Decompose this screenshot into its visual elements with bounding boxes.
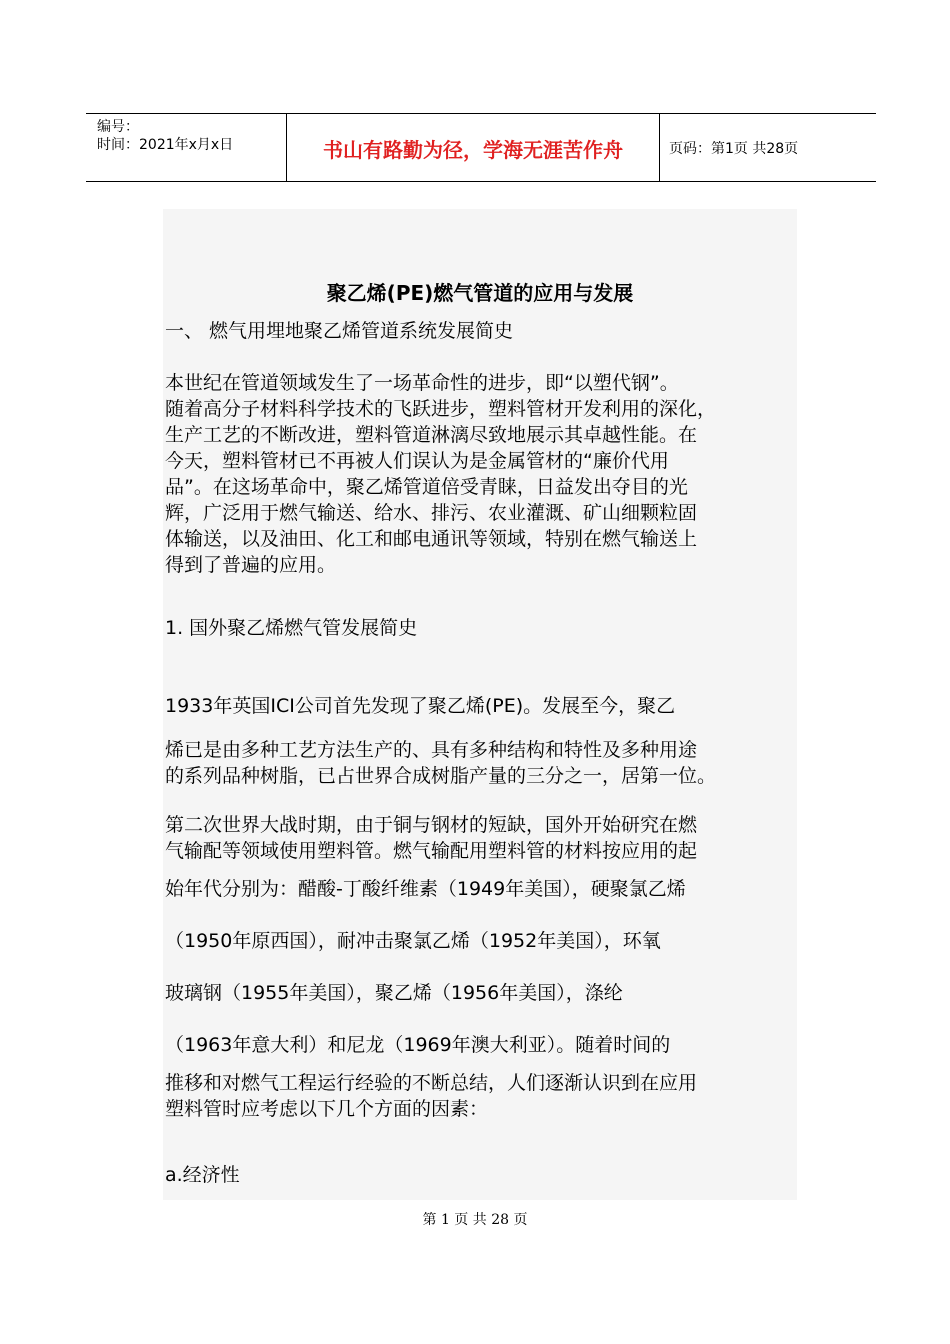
section-heading: 一、 燃气用埋地聚乙烯管道系统发展简史 [165,320,514,342]
paragraph-1-line: 得到了普遍的应用。 [165,554,337,576]
paragraph-1-line: 辉，广泛用于燃气输送、给水、排污、农业灌溉、矿山细颗粒固 [165,502,698,524]
paragraph-1-line: 品”。在这场革命中，聚乙烯管道倍受青睐，日益发出夺目的光 [165,476,688,498]
paragraph-3-line: 玻璃钢（1955年美国），聚乙烯（1956年美国），涤纶 [165,982,623,1004]
header-page-info: 页码：第1页 共28页 [669,141,799,157]
paragraph-1-line: 今天，塑料管材已不再被人们误认为是金属管材的“廉价代用 [165,450,669,472]
paragraph-3-line: （1963年意大利）和尼龙（1969年澳大利亚）。随着时间的 [165,1034,671,1056]
header-time-label: 时间：2021年x月x日 [97,137,234,153]
paragraph-3-line: 推移和对燃气工程运行经验的不断总结，人们逐渐认识到在应用 [165,1072,698,1094]
page-footer: 第 1 页 共 28 页 [422,1212,528,1228]
paragraph-1-line: 本世纪在管道领域发生了一场革命性的进步，即“以塑代钢”。 [165,372,679,394]
document-title: 聚乙烯(PE)燃气管道的应用与发展 [326,281,634,305]
paragraph-3-line: （1950年原西国），耐冲击聚氯乙烯（1952年美国），环氧 [165,930,661,952]
list-item-a: a.经济性 [165,1164,240,1186]
paragraph-3-line: 第二次世界大战时期，由于铜与钢材的短缺，国外开始研究在燃 [165,814,698,836]
paragraph-3-line: 塑料管时应考虑以下几个方面的因素： [165,1098,489,1120]
header-motto: 书山有路勤为径，学海无涯苦作舟 [323,138,623,162]
header-divider-right [659,113,660,182]
paragraph-1-line: 体输送，以及油田、化工和邮电通讯等领域，特别在燃气输送上 [165,528,698,550]
header-number-label: 编号： [97,119,139,135]
paragraph-2-line: 的系列品种树脂，已占世界合成树脂产量的三分之一，居第一位。 [165,765,717,787]
paragraph-1-line: 随着高分子材料科学技术的飞跃进步，塑料管材开发利用的深化， [165,398,717,420]
paragraph-2-line: 1933年英国ICI公司首先发现了聚乙烯(PE)。发展至今，聚乙 [165,695,676,717]
paragraph-1-line: 生产工艺的不断改进，塑料管道淋漓尽致地展示其卓越性能。在 [165,424,698,446]
header-bottom-rule [86,181,876,182]
paragraph-2-line: 烯已是由多种工艺方法生产的、具有多种结构和特性及多种用途 [165,739,698,761]
paragraph-3-line: 气输配等领域使用塑料管。燃气输配用塑料管的材料按应用的起 [165,840,698,862]
paragraph-3-line: 始年代分别为：醋酸-丁酸纤维素（1949年美国），硬聚氯乙烯 [165,878,686,900]
header-top-rule [86,113,876,114]
subsection-heading: 1. 国外聚乙烯燃气管发展简史 [165,617,418,639]
